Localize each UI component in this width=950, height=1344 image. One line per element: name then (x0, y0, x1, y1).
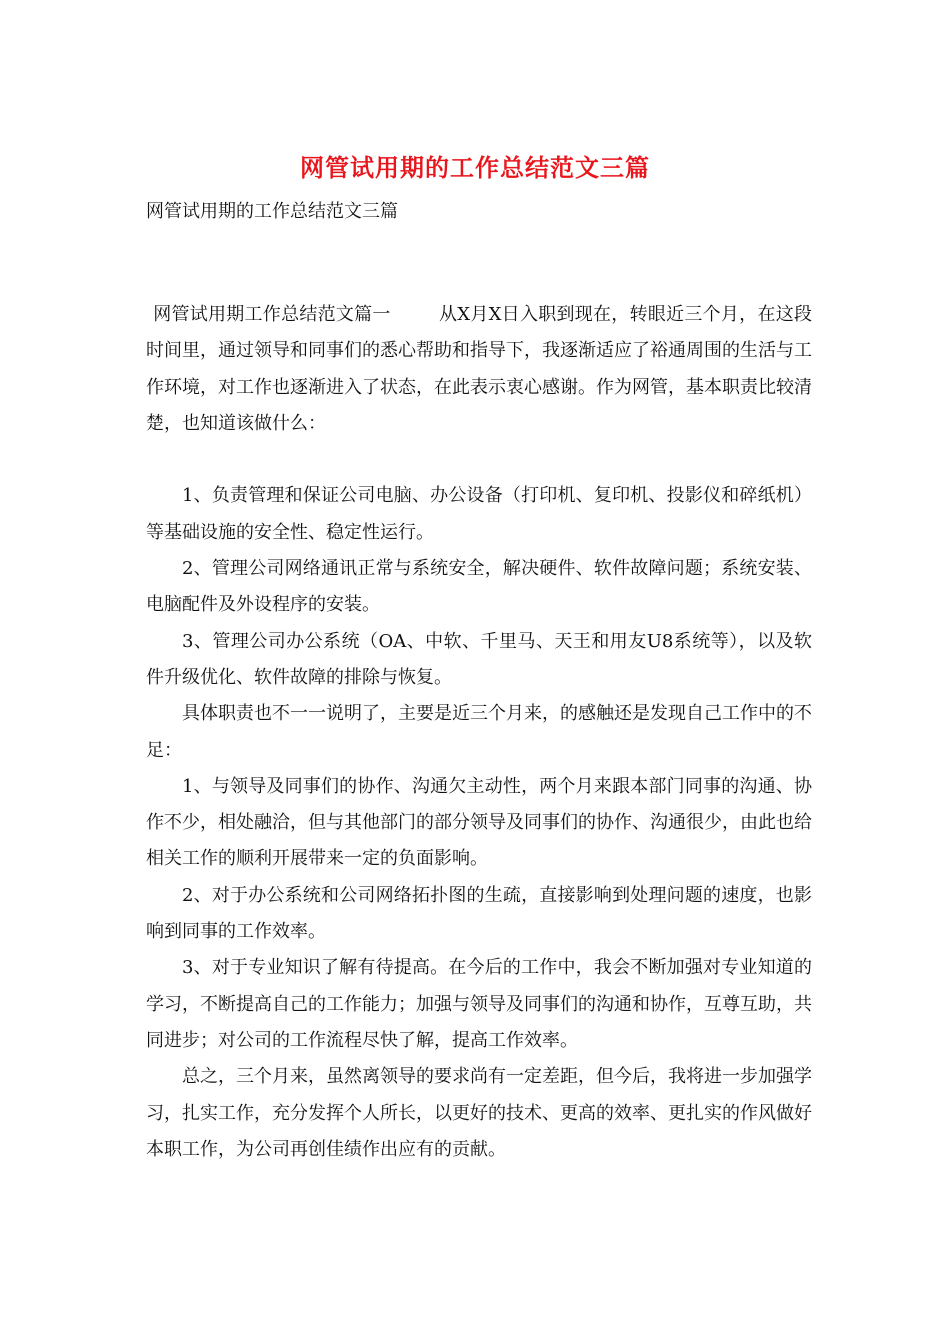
document-title: 网管试用期的工作总结范文三篇 (300, 153, 650, 182)
transition-paragraph: 具体职责也不一一说明了，主要是近三个月来，的感触还是发现自己工作中的不足： (146, 703, 812, 761)
shortcoming-item: 3、对于专业知识了解有待提高。在今后的工作中，我会不断加强对专业知道的学习，不断提高自己的工作能力；加强与领导及同事们的沟通和协作，互尊互助，共同进步；对公司的工作流程尽快了解，提高工作效率。 (146, 957, 812, 1051)
conclusion-paragraph: 总之，三个月来，虽然离领导的要求尚有一定差距，但今后，我将进一步加强学习，扎实工作，充分发挥个人所长，以更好的技术、更高的效率、更扎实的作风做好本职工作，为公司再创佳绩作出应有的贡献。 (146, 1066, 812, 1160)
intro-text: 从X月X日入职到现在，转眼近三个月，在这段时间里，通过领导和同事们的悉心帮助和指导下，我逐渐适应了裕通周围的生活与工作环境，对工作也逐渐进入了状态，在此表示衷心感谢。作为网管，基本职责比较清楚，也知道该做什么： (146, 304, 812, 434)
duty-item: 2、管理公司网络通讯正常与系统安全，解决硬件、软件故障问题；系统安装、电脑配件及外设程序的安装。 (146, 558, 812, 616)
shortcoming-item: 2、对于办公系统和公司网络拓扑图的生疏，直接影响到处理问题的速度，也影响到同事的工作效率。 (146, 884, 812, 943)
duty-item: 3、管理公司办公系统（OA、中软、千里马、天王和用友U8系统等），以及软件升级优化、软件故障的排除与恢复。 (146, 630, 812, 688)
document-subtitle: 网管试用期的工作总结范文三篇 (146, 201, 398, 222)
intro-paragraph (146, 297, 812, 442)
shortcoming-item: 1、与领导及同事们的协作、沟通欠主动性，两个月来跟本部门同事的沟通、协作不少，相处融洽，但与其他部门的部分领导及同事们的协作、沟通很少，由此也给相关工作的顺利开展带来一定的负面影响。 (146, 775, 812, 870)
duty-item: 1、负责管理和保证公司电脑、办公设备（打印机、复印机、投影仪和碎纸机）等基础设施的安全性、稳定性运行。 (146, 485, 812, 543)
document-body (146, 297, 812, 1168)
section-heading: 网管试用期工作总结范文篇一 (153, 304, 391, 325)
blank-line (146, 442, 812, 478)
